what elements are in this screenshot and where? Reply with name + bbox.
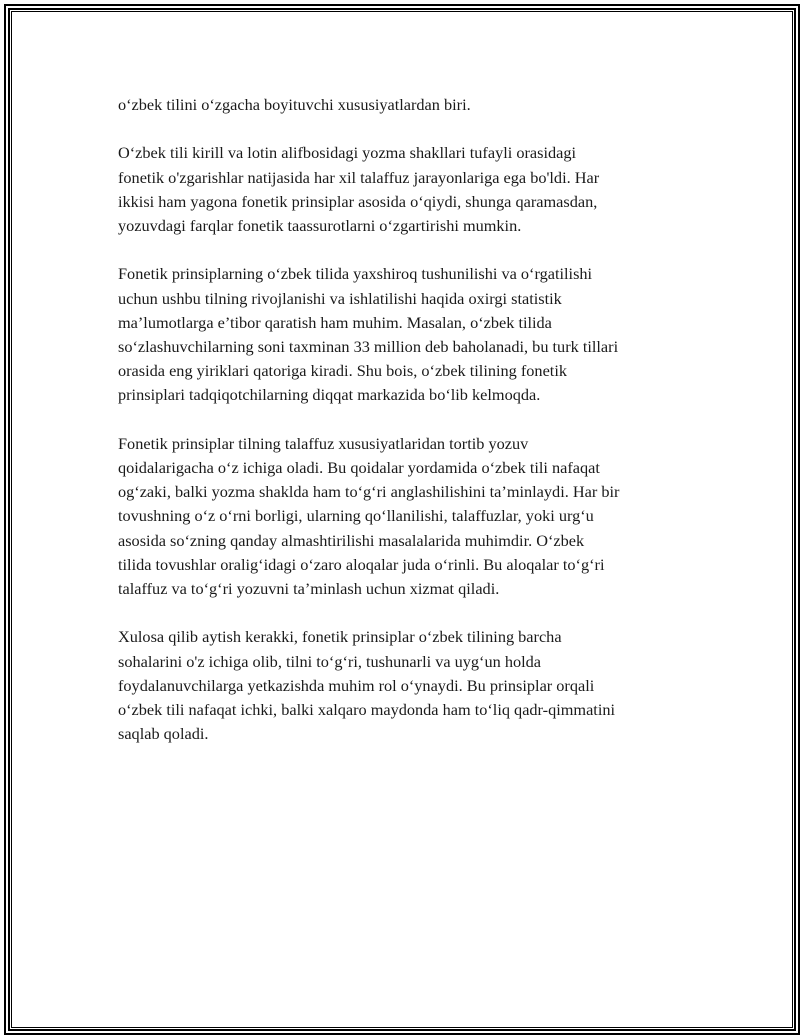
paragraph-4: Fonetik prinsiplar tilning talaffuz xususiyatlaridan tortib yozuv qoidalarigacha o‘z ichiga oladi. Bu qoidalar yordamida o‘zbek tili nafaqat og‘zaki, balki yozma shaklda ham to‘g‘ri anglashilishini ta’minlaydi. Har bir tovushning o‘z o‘rni borligi, ularning qo‘llanilishi, talaffuzlar, yoki urg‘u asosida so‘zning qanday almashtirilishi masalalarida muhimdir. O‘zbek tilida tovushlar oralig‘idagi o‘zaro aloqalar juda o‘rinli. Bu aloqalar to‘g‘ri talaffuz va to‘g‘ri yozuvni ta’minlash uchun xizmat qiladi. (118, 433, 620, 599)
paragraph-3: Fonetik prinsiplarning o‘zbek tilida yaxshiroq tushunilishi va o‘rgatilishi uchun ushbu tilning rivojlanishi va ishlatilishi haqida oxirgi statistik ma’lumotlarga e’tibor qaratish ham muhim. Masalan, o‘zbek tilida so‘zlashuvchilarning soni taxminan 33 million deb baholanadi, bu turk tillari orasida eng yiriklari qatoriga kiradi. Shu bois, o‘zbek tilining fonetik prinsiplari tadqiqotchilarning diqqat markazida bo‘lib kelmoqda. (118, 264, 619, 405)
paragraph-5: Xulosa qilib aytish kerakki, fonetik prinsiplar o‘zbek tilining barcha sohalarini o'z ichiga olib, tilni to‘g‘ri, tushunarli va uyg‘un holda foydalanuvchilarga yetkazishda muhim rol o‘ynaydi. Bu prinsiplar orqali o‘zbek tili nafaqat ichki, balki xalqaro maydonda ham to‘liq qadr-qimmatini saqlab qoladi. (118, 627, 616, 744)
document-body (118, 93, 678, 771)
paragraph-1: o‘zbek tilini o‘zgacha boyituvchi xususiyatlardan biri. (118, 95, 471, 114)
paragraph-2: O‘zbek tili kirill va lotin alifbosidagi yozma shakllari tufayli orasidagi fonetik o'zgarishlar natijasida har xil talaffuz jarayonlariga ega bo'ldi. Har ikkisi ham yagona fonetik prinsiplar asosida o‘qiydi, shunga qaramasdan, yozuvdagi farqlar fonetik taassurotlarni o‘zgartirishi mumkin. (118, 143, 600, 235)
